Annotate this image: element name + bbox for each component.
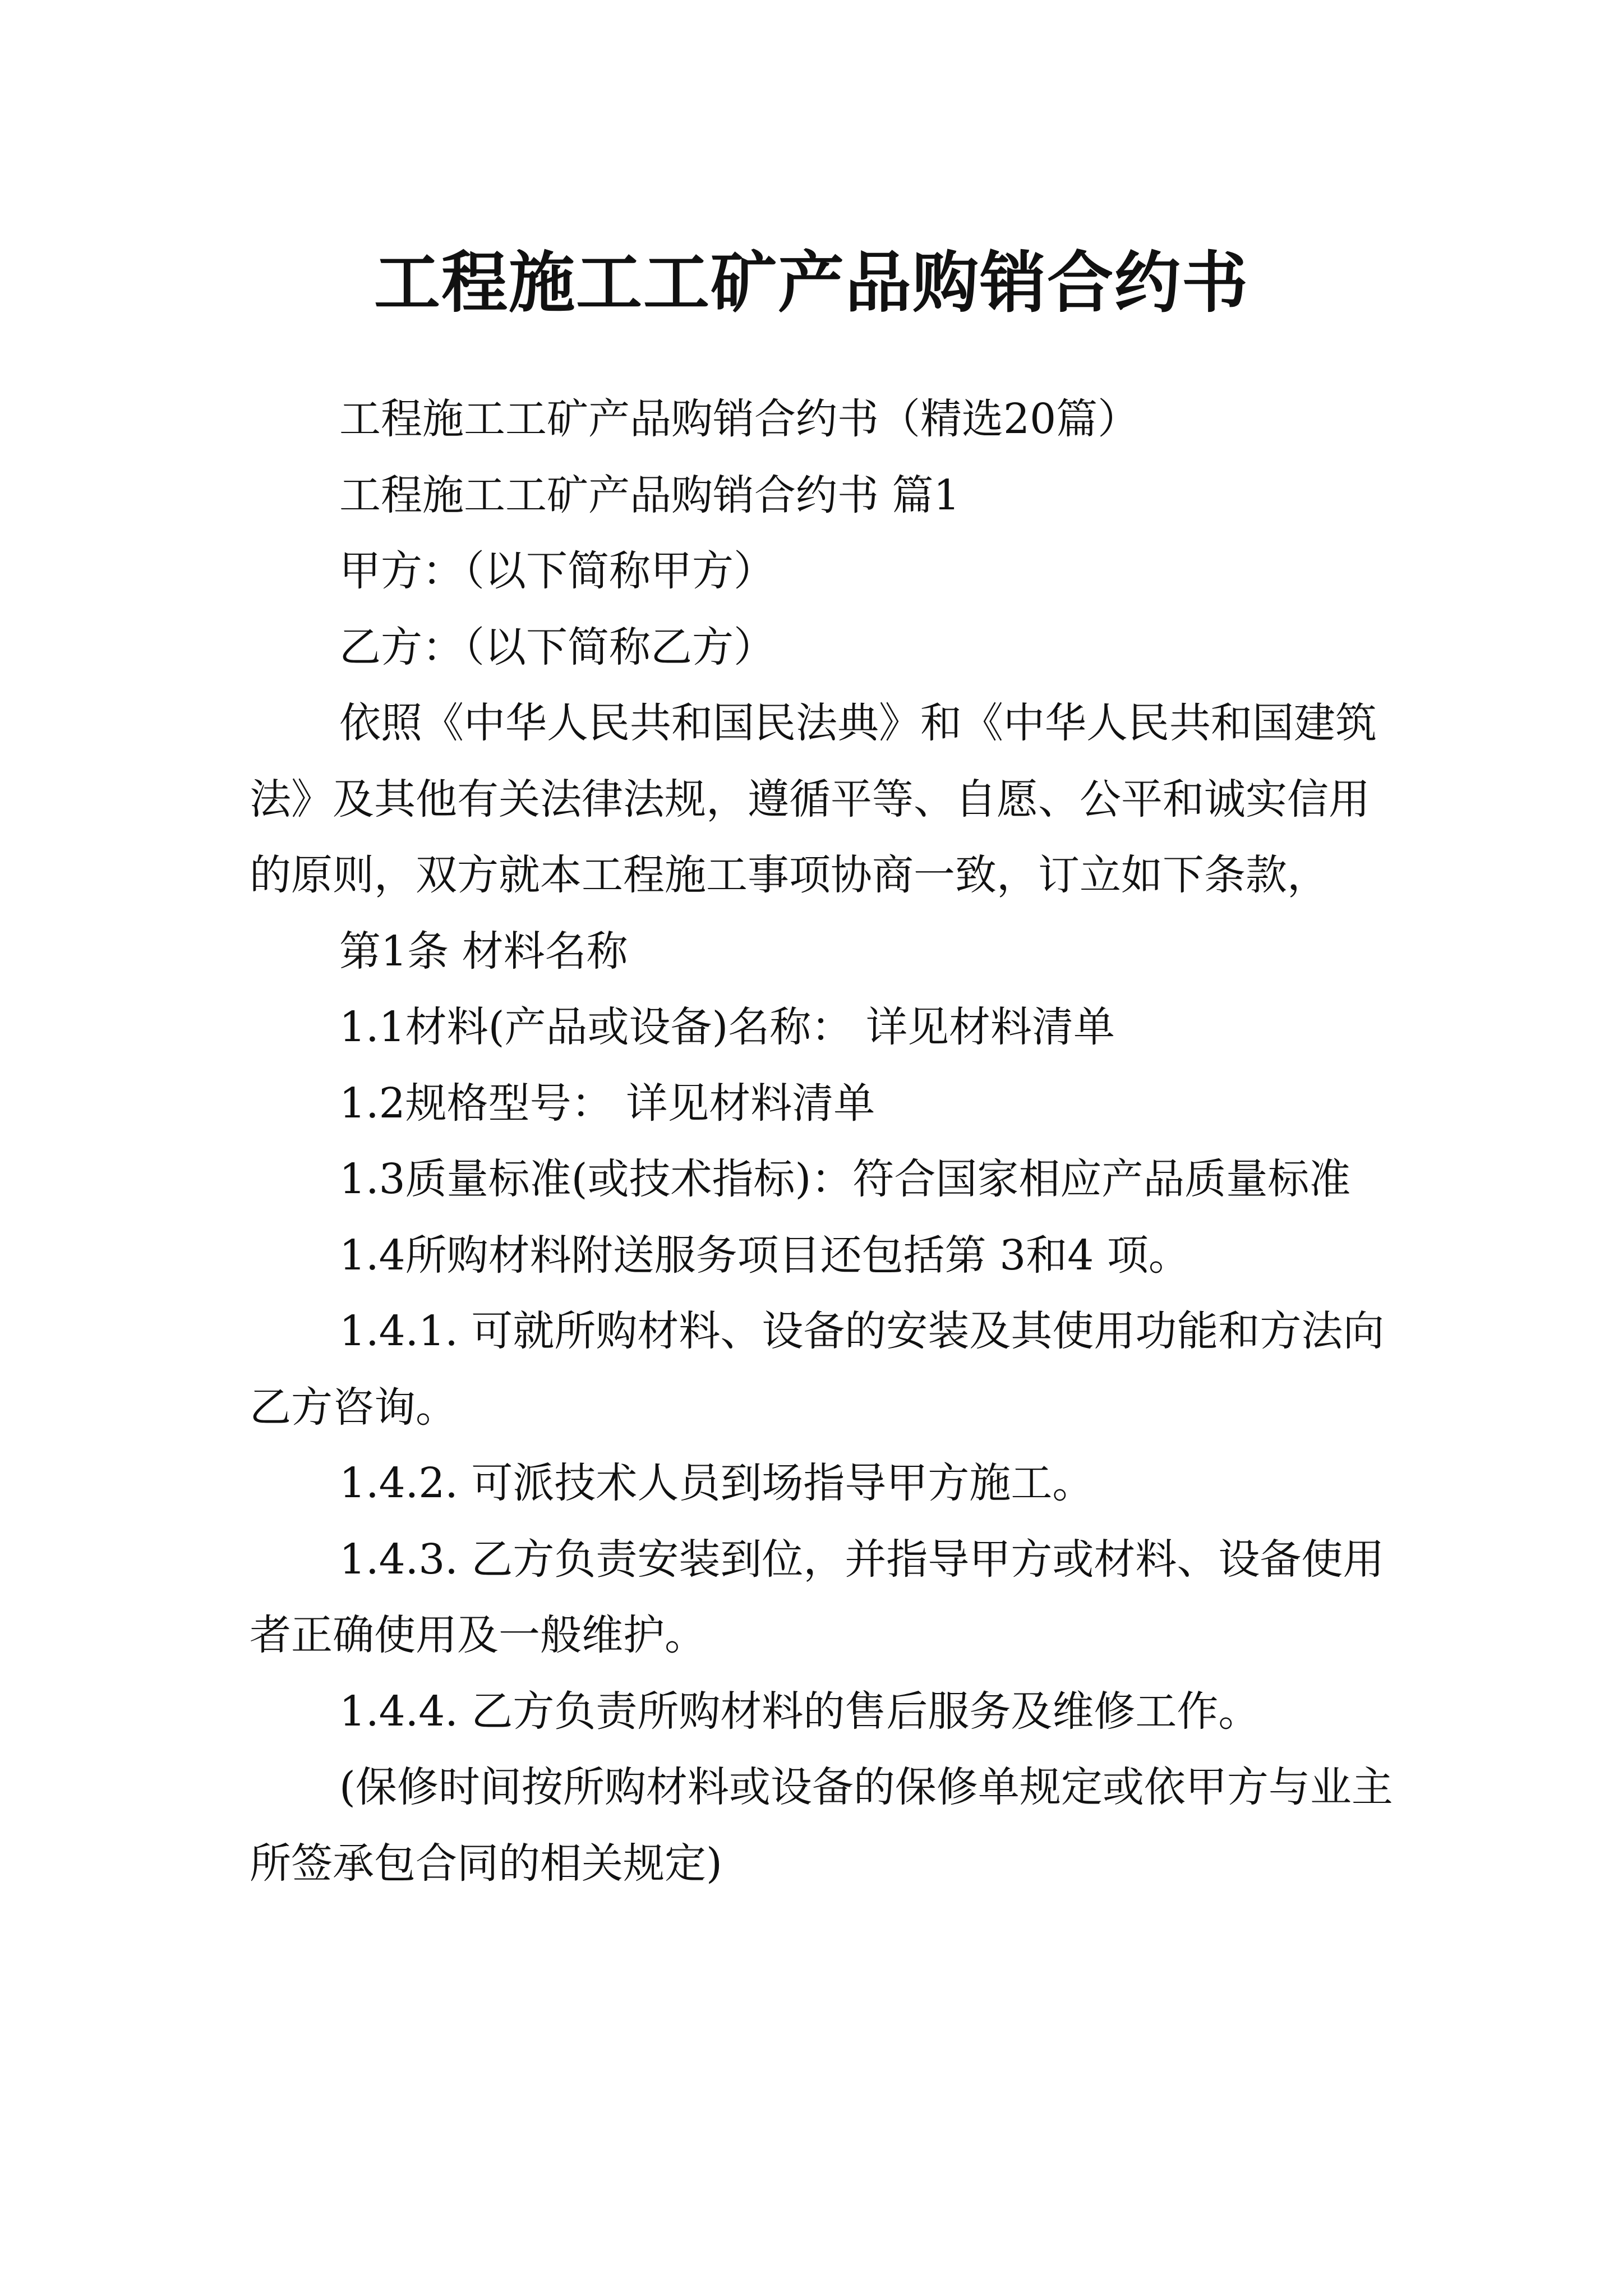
paragraph: (保修时间按所购材料或设备的保修单规定或依甲方与业主所签承包合同的相关规定) [250, 1763, 1393, 1888]
paragraph: 1.4.2. 可派技术人员到场指导甲方施工。 [339, 1459, 1094, 1507]
paragraph: 工程施工工矿产品购销合约书 篇1 [339, 471, 960, 519]
paragraph: 1.4.4. 乙方负责所购材料的售后服务及维修工作。 [339, 1687, 1260, 1736]
document-title: 工程施工工矿产品购销合约书 [374, 243, 1249, 322]
paragraph: 第1条 材料名称 [339, 927, 628, 976]
paragraph: 1.4.3. 乙方负责安装到位，并指导甲方或材料、设备使用者正确使用及一般维护。 [250, 1535, 1385, 1659]
paragraph: 1.3质量标准(或技术指标)：符合国家相应产品质量标准 [339, 1155, 1351, 1203]
paragraph: 乙方：（以下简称乙方） [339, 623, 775, 671]
paragraph: 1.1材料(产品或设备)名称： 详见材料清单 [339, 1003, 1115, 1051]
paragraph: 1.4.1. 可就所购材料、设备的安装及其使用功能和方法向乙方咨询。 [250, 1307, 1385, 1432]
paragraph: 工程施工工矿产品购销合约书（精选20篇） [339, 395, 1140, 443]
paragraph: 依照《中华人民共和国民法典》和《中华人民共和国建筑法》及其他有关法律法规，遵循平等、自愿、公平和诚实信用的原则，双方就本工程施工事项协商一致，订立如下条款， [250, 699, 1377, 899]
paragraph: 1.2规格型号： 详见材料清单 [339, 1079, 875, 1128]
paragraph: 1.4所购材料附送服务项目还包括第 3和4 项。 [339, 1231, 1190, 1280]
document-body [250, 381, 1394, 1902]
paragraph: 甲方：（以下简称甲方） [339, 547, 775, 595]
